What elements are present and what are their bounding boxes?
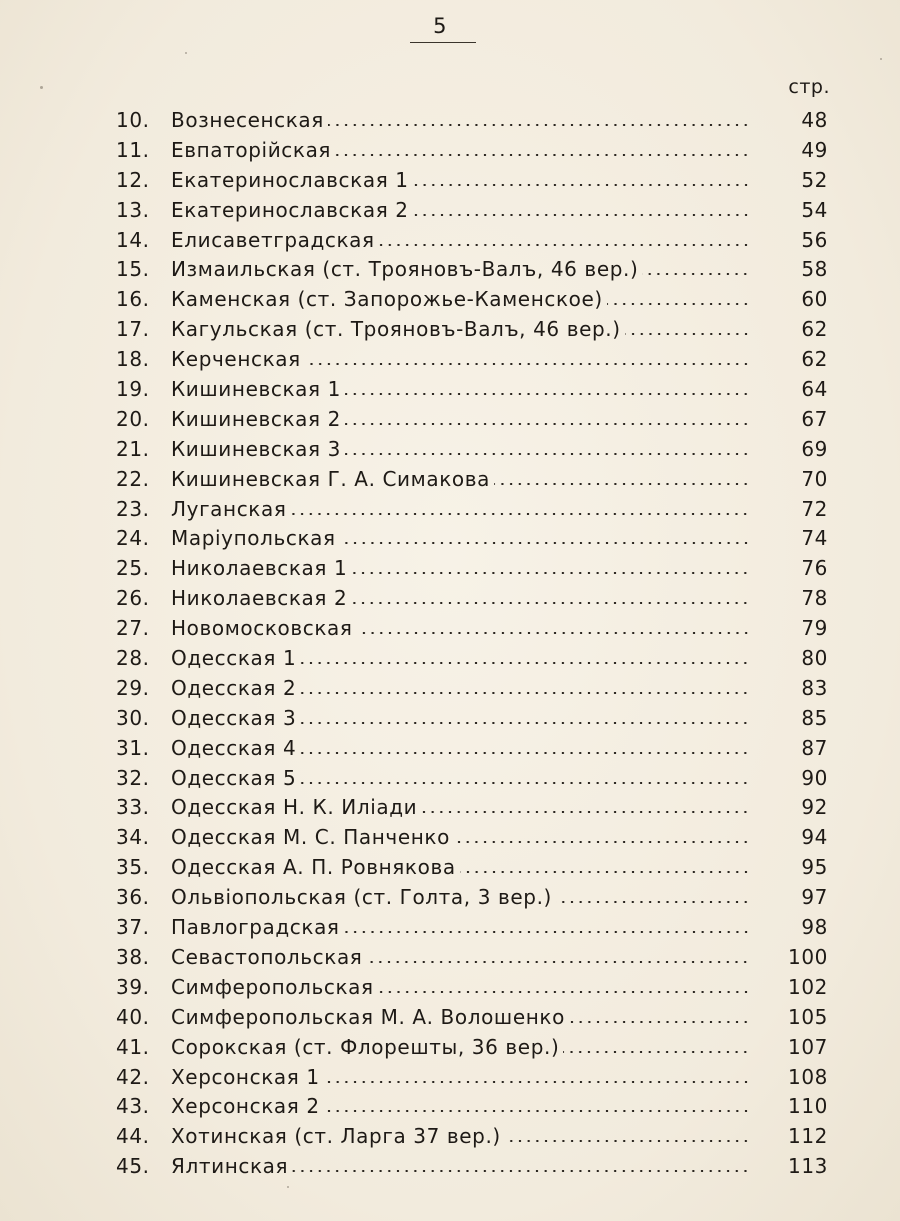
toc-entry-number: 26. <box>116 586 150 611</box>
toc-entry-title: Кишиневская 3 <box>171 436 341 461</box>
toc-entry-number: 18. <box>116 347 150 372</box>
toc-entry-title: Екатеринославская 1 <box>171 167 409 192</box>
toc-entry-page: 60 <box>801 287 828 312</box>
toc-entry-page: 102 <box>788 974 828 999</box>
toc-entry-title: Павлоградская <box>171 915 340 940</box>
toc-entry-title: Херсонская 1 <box>171 1064 320 1089</box>
toc-entry <box>0 166 900 196</box>
toc-entry-title: Кагульская (ст. Трояновъ-Валъ, 46 вер.) <box>171 317 621 342</box>
toc-entry-page: 48 <box>801 108 828 132</box>
toc-entry-title: Севастопольская <box>171 944 363 969</box>
toc-entry <box>0 375 900 405</box>
toc-entry-page: 98 <box>801 915 828 940</box>
toc-dot-leader <box>345 453 750 455</box>
toc-dot-leader <box>379 244 750 246</box>
toc-entry-number: 28. <box>116 646 150 671</box>
toc-dot-leader <box>351 572 750 574</box>
toc-entry-page: 95 <box>801 855 828 880</box>
toc-entry-number: 45. <box>116 1154 150 1179</box>
toc-entry-number: 29. <box>116 675 150 700</box>
toc-entry-page: 72 <box>801 496 828 521</box>
toc-dot-leader <box>556 901 750 903</box>
toc-entry-number: 43. <box>116 1094 150 1119</box>
toc-entry-page: 49 <box>801 137 828 162</box>
toc-entry-page: 105 <box>788 1004 828 1029</box>
toc-entry <box>0 106 900 136</box>
toc-entry-number: 30. <box>116 705 150 730</box>
toc-entry-title: Кишиневская 2 <box>171 406 341 431</box>
toc-entry-page: 58 <box>801 257 828 282</box>
toc-entry-number: 20. <box>116 406 150 431</box>
toc-entry-number: 19. <box>116 377 150 402</box>
toc-entry-page: 112 <box>788 1124 828 1149</box>
toc-entry <box>0 883 900 913</box>
toc-entry-number: 24. <box>116 526 150 551</box>
toc-dot-leader <box>421 811 750 813</box>
toc-entry <box>0 1063 900 1093</box>
toc-entry <box>0 823 900 853</box>
toc-entry-title: Симферопольская М. А. Волошенко <box>171 1004 565 1029</box>
toc-dot-leader <box>324 1081 750 1083</box>
toc-entry-title: Одесская Н. К. Иліади <box>171 795 418 820</box>
toc-entry-title: Николаевская 1 <box>171 556 348 581</box>
toc-dot-leader <box>300 722 750 724</box>
toc-entry-number: 44. <box>116 1124 150 1149</box>
toc-entry-number: 16. <box>116 287 150 312</box>
toc-dot-leader <box>345 393 750 395</box>
toc-entry-number: 35. <box>116 855 150 880</box>
paper-speck <box>40 86 43 89</box>
toc-entry-page: 79 <box>801 616 828 641</box>
toc-dot-leader <box>328 124 750 126</box>
toc-entry-page: 74 <box>801 526 828 551</box>
toc-dot-leader <box>494 483 750 485</box>
toc-entry-page: 108 <box>788 1064 828 1089</box>
toc-entry-title: Керченская <box>171 347 301 372</box>
toc-dot-leader <box>642 273 750 275</box>
toc-entry-title: Херсонская 2 <box>171 1094 320 1119</box>
toc-dot-leader <box>290 513 750 515</box>
toc-entry <box>0 495 900 525</box>
paper-speck <box>287 1186 289 1188</box>
toc-dot-leader <box>340 542 750 544</box>
toc-entry <box>0 136 900 166</box>
toc-entry <box>0 674 900 704</box>
toc-entry <box>0 614 900 644</box>
toc-entry-number: 10. <box>116 108 150 132</box>
toc-entry-number: 40. <box>116 1004 150 1029</box>
toc-entry-number: 11. <box>116 137 150 162</box>
toc-entry-number: 37. <box>116 915 150 940</box>
toc-entry-page: 62 <box>801 347 828 372</box>
toc-entry-number: 23. <box>116 496 150 521</box>
toc-entry-number: 13. <box>116 197 150 222</box>
toc-entry-page: 92 <box>801 795 828 820</box>
toc-entry <box>0 793 900 823</box>
toc-entry-page: 94 <box>801 825 828 850</box>
toc-dot-leader <box>413 214 750 216</box>
toc-entry-page: 85 <box>801 705 828 730</box>
toc-entry-number: 41. <box>116 1034 150 1059</box>
toc-entry-page: 70 <box>801 466 828 491</box>
toc-dot-leader <box>378 991 750 993</box>
toc-entry-page: 87 <box>801 735 828 760</box>
toc-dot-leader <box>351 602 750 604</box>
toc-entry <box>0 853 900 883</box>
toc-entry-title: Вознесенская <box>171 108 324 132</box>
toc-entry-number: 21. <box>116 436 150 461</box>
toc-dot-leader <box>344 931 750 933</box>
toc-entry <box>0 584 900 614</box>
toc-entry <box>0 644 900 674</box>
toc-entry-title: Ольвіопольская (ст. Голта, 3 вер.) <box>171 885 552 910</box>
toc-dot-leader <box>324 1110 750 1112</box>
toc-entry <box>0 196 900 226</box>
toc-dot-leader <box>300 782 750 784</box>
toc-entry-title: Одесская М. С. Панченко <box>171 825 450 850</box>
toc-dot-leader <box>300 662 750 664</box>
toc-entry-title: Одесская 2 <box>171 675 297 700</box>
toc-entry-title: Одесская 4 <box>171 735 297 760</box>
toc-dot-leader <box>300 752 750 754</box>
toc-entry <box>0 435 900 465</box>
toc-entry-page: 97 <box>801 885 828 910</box>
toc-entry-title: Кишиневская 1 <box>171 377 341 402</box>
toc-entry-page: 110 <box>788 1094 828 1119</box>
toc-entry <box>0 524 900 554</box>
toc-entry-title: Измаильская (ст. Трояновъ-Валъ, 46 вер.) <box>171 257 639 282</box>
toc-entry-title: Симферопольская <box>171 974 374 999</box>
toc-entry-page: 62 <box>801 317 828 342</box>
toc-entry <box>0 285 900 315</box>
toc-entry-title: Кишиневская Г. А. Симакова <box>171 466 490 491</box>
toc-entry-title: Одесская 1 <box>171 646 297 671</box>
toc-entry <box>0 973 900 1003</box>
toc-entry-page: 64 <box>801 377 828 402</box>
toc-entry-title: Луганская <box>171 496 287 521</box>
toc-entry-page: 69 <box>801 436 828 461</box>
page-number: 5 <box>433 14 447 38</box>
toc-entry-title: Хотинская (ст. Ларга 37 вер.) <box>171 1124 501 1149</box>
toc-entry-title: Сорокская (ст. Флорешты, 36 вер.) <box>171 1034 560 1059</box>
toc-entry-number: 14. <box>116 227 150 252</box>
toc-entry-title: Маріупольская <box>171 526 336 551</box>
toc-entry-page: 54 <box>801 197 828 222</box>
toc-dot-leader <box>625 333 750 335</box>
toc-entry-page: 107 <box>788 1034 828 1059</box>
toc-entry-number: 17. <box>116 317 150 342</box>
toc-dot-leader <box>300 692 750 694</box>
toc-entry <box>0 255 900 285</box>
toc-dot-leader <box>357 632 751 634</box>
toc-entry <box>0 1003 900 1033</box>
toc-entry <box>0 226 900 256</box>
toc-dot-leader <box>563 1051 750 1053</box>
toc-dot-leader <box>345 423 750 425</box>
toc-entry-title: Елисаветградская <box>171 227 375 252</box>
toc-entry-number: 15. <box>116 257 150 282</box>
toc-entry-number: 33. <box>116 795 150 820</box>
toc-entry-number: 25. <box>116 556 150 581</box>
toc-dot-leader <box>366 961 750 963</box>
toc-entry-title: Одесская А. П. Ровнякова <box>171 855 456 880</box>
toc-entry <box>0 554 900 584</box>
toc-dot-leader <box>460 871 750 873</box>
toc-entry <box>0 1033 900 1063</box>
toc-entry-page: 78 <box>801 586 828 611</box>
toc-entry <box>0 1122 900 1152</box>
toc-entry-number: 36. <box>116 885 150 910</box>
toc-entry-number: 27. <box>116 616 150 641</box>
toc-entry-number: 31. <box>116 735 150 760</box>
toc-entry-page: 83 <box>801 675 828 700</box>
toc-entry-page: 67 <box>801 406 828 431</box>
toc-entry <box>0 913 900 943</box>
toc-dot-leader <box>305 363 750 365</box>
toc-entry-title: Одесская 3 <box>171 705 297 730</box>
toc-entry <box>0 345 900 375</box>
toc-dot-leader <box>292 1170 750 1172</box>
toc-entry-title: Одесская 5 <box>171 765 297 790</box>
toc-entry <box>0 315 900 345</box>
toc-entry <box>0 1152 900 1182</box>
toc-entry-number: 22. <box>116 466 150 491</box>
toc-entry-page: 76 <box>801 556 828 581</box>
toc-entry-page: 90 <box>801 765 828 790</box>
toc-dot-leader <box>335 154 750 156</box>
toc-dot-leader <box>505 1140 750 1142</box>
page-number-rule <box>410 42 476 43</box>
toc-entry-title: Николаевская 2 <box>171 586 348 611</box>
page-column-header: стр. <box>788 76 830 98</box>
toc-entry-page: 113 <box>788 1154 828 1179</box>
toc-entry-number: 32. <box>116 765 150 790</box>
paper-speck <box>880 58 882 60</box>
toc-entry-title: Евпаторійская <box>171 137 332 162</box>
toc-dot-leader <box>569 1021 750 1023</box>
toc-entry-title: Ялтинская <box>171 1154 289 1179</box>
toc-entry-number: 39. <box>116 974 150 999</box>
toc-entry-number: 34. <box>116 825 150 850</box>
toc-entry <box>0 734 900 764</box>
toc-entry <box>0 1092 900 1122</box>
toc-dot-leader <box>454 841 750 843</box>
toc-entry-number: 12. <box>116 167 150 192</box>
toc-entry <box>0 465 900 495</box>
toc-entry-number: 42. <box>116 1064 150 1089</box>
toc-entry-page: 52 <box>801 167 828 192</box>
toc-entry <box>0 943 900 973</box>
toc-entry-title: Каменская (ст. Запорожье-Каменское) <box>171 287 603 312</box>
toc-dot-leader <box>413 184 750 186</box>
toc-entry <box>0 764 900 794</box>
toc-entry-page: 56 <box>801 227 828 252</box>
toc-entry <box>0 704 900 734</box>
toc-entry-number: 38. <box>116 944 150 969</box>
table-of-contents <box>0 106 900 1182</box>
paper-speck <box>185 52 187 54</box>
toc-entry-page: 100 <box>788 944 828 969</box>
toc-entry <box>0 405 900 435</box>
toc-entry-title: Екатеринославская 2 <box>171 197 409 222</box>
toc-entry-title: Новомосковская <box>171 616 353 641</box>
toc-entry-page: 80 <box>801 646 828 671</box>
toc-dot-leader <box>607 303 750 305</box>
